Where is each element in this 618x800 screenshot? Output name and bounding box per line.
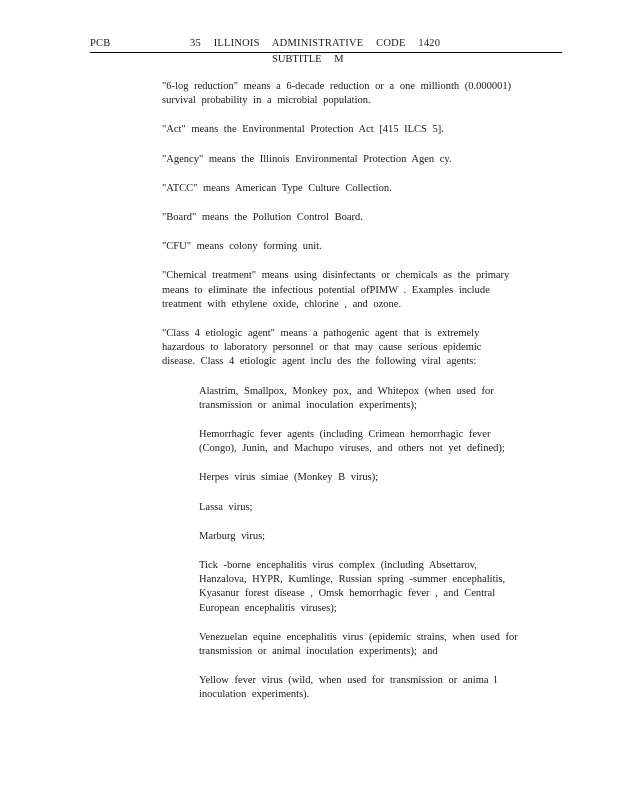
header-subtitle: SUBTITLE M xyxy=(272,54,344,65)
definition-paragraph: "Act" means the Environmental Protection Act [415 ILCS 5]. xyxy=(162,124,444,136)
definition-paragraph: "Chemical treatment" means using disinfectants or chemicals as the primary means to eliminate the infectious potential ofPIMW . Examples include treatment with ethylene oxide, chlorine , and ozone. xyxy=(162,270,510,310)
list-item: Venezuelan equine encephalitis virus (epidemic strains, when used for transmission or animal inoculation experiments); and xyxy=(199,631,518,658)
list-item: Marburg virus; xyxy=(199,530,266,542)
definition-paragraph: "Board" means the Pollution Control Board. xyxy=(162,212,363,224)
definition-paragraph: "Agency" means the Illinois Environmental Protection Agen cy. xyxy=(162,153,452,165)
definition-paragraph: "Class 4 etiologic agent" means a pathogenic agent that is extremely hazardous to laboratory personnel or that may cause serious epidemic disease. Class 4 etiologic agent inclu des the following viral agents: xyxy=(162,328,482,368)
list-item: Hemorrhagic fever agents (including Crimean hemorrhagic fever (Congo), Junin, and Machupo viruses, and others not yet defined); xyxy=(199,429,505,455)
viral-agents-list xyxy=(199,385,521,703)
definition-paragraph: "ATCC" means American Type Culture Collection. xyxy=(162,182,392,194)
page-header xyxy=(90,38,562,53)
list-item: Lassa virus; xyxy=(199,501,253,513)
header-code-title: 35 ILLINOIS ADMINISTRATIVE CODE 1420 xyxy=(190,38,441,49)
definitions-section xyxy=(162,80,518,718)
definition-paragraph: "6-log reduction" means a 6-decade reduction or a one millionth (0.000001) survival probability in a microbial population. xyxy=(162,81,512,107)
list-item: Herpes virus simiae (Monkey B virus); xyxy=(199,472,379,484)
list-item: Tick -borne encephalitis virus complex (including Absettarov, Hanzalova, HYPR, Kumlinge, Russian spring -summer encephalitis, Kyasanur forest disease , Omsk hemorrhagic fever , and Central European encephalitis viruses); xyxy=(199,560,506,614)
list-item: Yellow fever virus (wild, when used for transmission or anima l inoculation experiments). xyxy=(199,675,498,701)
header-agency: PCB xyxy=(90,38,111,49)
definition-paragraph: "CFU" means colony forming unit. xyxy=(162,241,322,253)
list-item: Alastrim, Smallpox, Monkey pox, and Whitepox (when used for transmission or animal inoculation experiments); xyxy=(199,385,494,411)
